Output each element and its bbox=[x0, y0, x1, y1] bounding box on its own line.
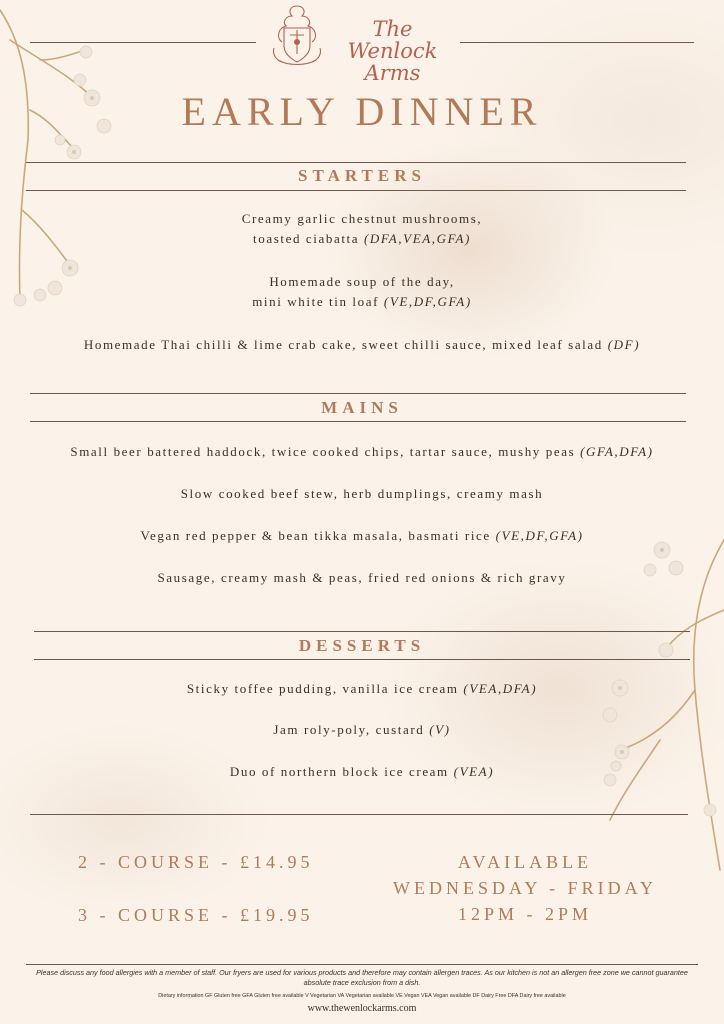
dessert-item-3 bbox=[0, 762, 724, 782]
mains-heading: MAINS bbox=[321, 398, 403, 417]
header-rule-right bbox=[460, 42, 694, 43]
three-course-price: 3 - COURSE - £19.95 bbox=[78, 905, 314, 925]
main-item-1-tags: (GFA,DFA) bbox=[580, 444, 654, 459]
starter-item-2 bbox=[0, 272, 724, 312]
starter-item-1-tags: (DFA,VEA,GFA) bbox=[363, 231, 471, 246]
website-link[interactable]: www.thewenlockarms.com bbox=[307, 1003, 417, 1014]
dessert-item-2 bbox=[0, 720, 724, 740]
dessert-item-3-tags: (VEA) bbox=[453, 764, 495, 779]
starter-item-3-line1: Homemade Thai chilli & lime crab cake, sweet chilli sauce, mixed leaf salad bbox=[83, 337, 603, 352]
main-item-3-tags: (VE,DF,GFA) bbox=[495, 528, 584, 543]
dessert-item-1-line1: Sticky toffee pudding, vanilla ice cream bbox=[186, 681, 459, 696]
desserts-rule-end bbox=[30, 814, 688, 815]
two-course-price: 2 - COURSE - £14.95 bbox=[78, 852, 314, 872]
main-item-4-line1: Sausage, creamy mash & peas, fried red onions & rich gravy bbox=[157, 570, 567, 585]
crest-logo-icon bbox=[268, 2, 326, 72]
header-rule-left bbox=[30, 42, 256, 43]
availability-label: AVAILABLE bbox=[457, 852, 593, 872]
main-item-2-line1: Slow cooked beef stew, herb dumplings, creamy mash bbox=[180, 486, 544, 501]
main-item-1 bbox=[0, 442, 724, 462]
starters-rule-bottom bbox=[26, 190, 686, 191]
brand-name bbox=[330, 18, 455, 84]
dessert-item-3-line1: Duo of northern block ice cream bbox=[229, 764, 449, 779]
starter-item-2-tags: (VE,DF,GFA) bbox=[383, 294, 472, 309]
main-item-4 bbox=[0, 568, 724, 588]
mains-rule-bottom bbox=[30, 421, 686, 422]
starter-item-3-tags: (DF) bbox=[607, 337, 641, 352]
dessert-item-1 bbox=[0, 679, 724, 699]
brand-name-line1: The Wenlock bbox=[347, 17, 438, 63]
brand-name-line2: Arms bbox=[364, 61, 421, 85]
desserts-rule-top bbox=[34, 631, 690, 632]
main-item-2 bbox=[0, 484, 724, 504]
starters-heading: STARTERS bbox=[298, 166, 426, 185]
dessert-item-2-line1: Jam roly-poly, custard bbox=[273, 722, 425, 737]
availability-hours: 12PM - 2PM bbox=[457, 904, 593, 924]
starter-item-3 bbox=[0, 335, 724, 355]
menu-title: EARLY DINNER bbox=[181, 89, 543, 134]
dietary-legend: Dietary information GF Gluten free GFA Gluten free available V Vegetarian VA Vegetarian available VE Vegan VEA Vegan available DF Dairy Free DFA Dairy free available bbox=[158, 993, 566, 999]
footer-rule bbox=[26, 964, 698, 965]
allergy-note: Please discuss any food allergies with a member of staff. Our fryers are used for various products and therefore may contain allergen traces. As our kitchen is not an allergen free zone we cannot guarantee absolute trace exclusion from a dish. bbox=[36, 968, 688, 987]
dessert-item-2-tags: (V) bbox=[429, 722, 451, 737]
starter-item-1-line1: Creamy garlic chestnut mushrooms, bbox=[241, 211, 483, 226]
availability-days: WEDNESDAY - FRIDAY bbox=[392, 878, 657, 898]
starter-item-1-line2: toasted ciabatta bbox=[253, 231, 360, 246]
desserts-rule-bottom bbox=[34, 659, 690, 660]
main-item-3-line1: Vegan red pepper & bean tikka masala, basmati rice bbox=[140, 528, 491, 543]
main-item-3 bbox=[0, 526, 724, 546]
starter-item-1 bbox=[0, 209, 724, 249]
starter-item-2-line2: mini white tin loaf bbox=[252, 294, 380, 309]
dessert-item-1-tags: (VEA,DFA) bbox=[463, 681, 538, 696]
main-item-1-line1: Small beer battered haddock, twice cooked chips, tartar sauce, mushy peas bbox=[70, 444, 576, 459]
starters-rule-top bbox=[26, 162, 686, 163]
starter-item-2-line1: Homemade soup of the day, bbox=[269, 274, 455, 289]
desserts-heading: DESSERTS bbox=[298, 636, 426, 655]
mains-rule-top bbox=[30, 393, 686, 394]
